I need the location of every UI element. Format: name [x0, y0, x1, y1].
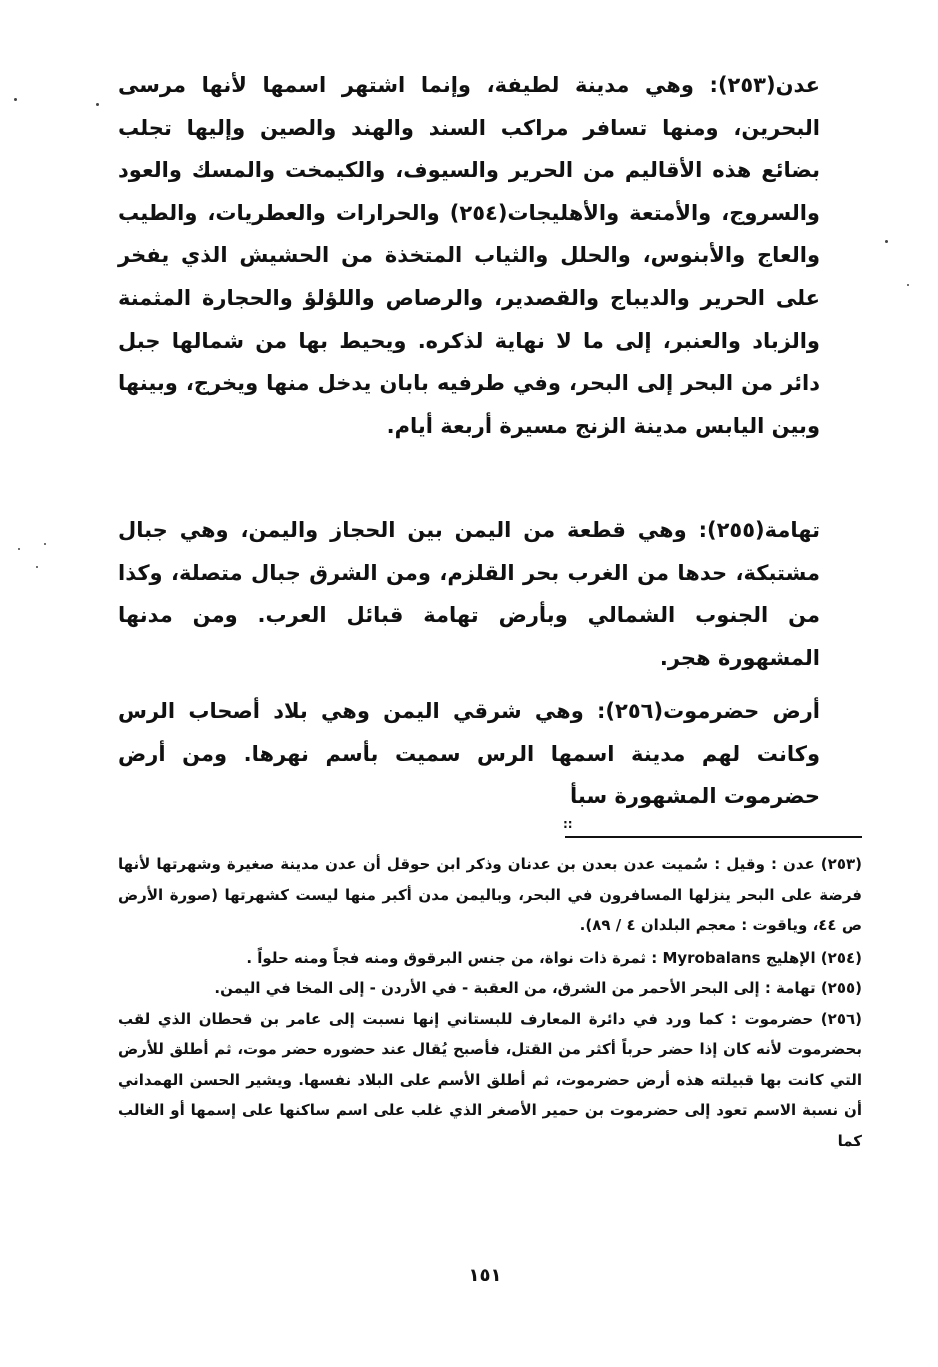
paragraph-tihama: تهامة(٢٥٥): وهي قطعة من اليمن بين الحجاز واليمن، وهي جبال مشتبكة، حدها من الغرب بحر القلزم، ومن الشرق جبال متصلة، وكذا من الجنوب الشمالي وبأرض تهامة قبائل العرب. ومن مدنها المشهورة هجر.	[118, 518, 820, 670]
footnote-255: (٢٥٥) تهامة : إلى البحر الأحمر من الشرق، من العقبة - في الأردن - إلى المخا في اليمن.	[214, 979, 862, 997]
paragraph-aden: عدن(٢٥٣): وهي مدينة لطيفة، وإنما اشتهر اسمها لأنها مرسى البحرين، ومنها تسافر مراكب السند والهند والصين وإليها تجلب بضائع هذه الأقاليم من الحرير والسيوف، والكيمخت والمسك والعود والسروج، والأمتعة والأهليجات(٢٥٤) والحرارات والعطريات، والطيب والعاج والأبنوس، والحلل والثياب المتخذة من الحشيش الذي يفخر على الحرير والديباج والقصدير، والرصاص واللؤلؤ والحجارة المثمنة والزباد والعنبر، إلى ما لا نهاية لذكره. ويحيط بها من شمالها جبل دائر من البحر إلى البحر، وفي طرفيه بابان يدخل منها ويخرج، وبينها وبين اليابس مدينة الزنج مسيرة أربعة أيام.	[118, 73, 820, 438]
footnote-254: (٢٥٤) الإهليج Myrobalans : ثمرة ذات نواة، من جنس البرقوق ومنه فجاً ومنه حلواً .	[246, 948, 862, 967]
scan-speck	[14, 98, 17, 101]
footnote-253: (٢٥٣) عدن : وقيل : سُميت عدن بعدن بن عدنان وذكر ابن حوقل أن عدن مدينة صغيرة وشهرتها لأنها فرضة على البحر ينزلها المسافرون في البحر، وباليمن مدن أكبر منها ليست كشهرتها (صورة الأرض ص ٤٤، وياقوت : معجم البلدان ٤ / ٨٩).	[118, 855, 862, 934]
page-number: ١٥١	[468, 1265, 502, 1286]
footnote-256: (٢٥٦) حضرموت : كما ورد في دائرة المعارف للبستاني إنها نسبت إلى عامر بن قحطان الذي لقب بحضرموت لأنه كان إذا حضر حرباً أكثر من القتل، فأصبح يُقال عند حضوره حضر موت، ثم أطلق للأرض التي كانت بها قبيلته هذه أرض حضرموت، ثم أطلق الأسم على البلاد نفسها. ويشير الحسن الهمداني أن نسبة الاسم تعود إلى حضرموت بن حمير الأصغر الذي غلب على اسم ساكنها على إسمها أو الغالب كما	[118, 1009, 862, 1150]
scan-speck	[907, 284, 909, 286]
scan-speck	[885, 240, 888, 243]
scan-speck	[44, 543, 46, 545]
footnotes-section	[118, 849, 862, 1158]
footnote-separator-line	[565, 836, 862, 838]
paragraph-hadramawt: أرض حضرموت(٢٥٦): وهي شرقي اليمن وهي بلاد أصحاب الرس وكانت لهم مدينة اسمها الرس سميت بأسم نهرها. ومن أرض حضرموت المشهورة سبأ	[118, 699, 820, 809]
scan-speck	[18, 548, 20, 550]
scan-speck	[96, 103, 99, 106]
separator-mark: ::	[563, 817, 573, 831]
scan-speck	[36, 566, 38, 568]
